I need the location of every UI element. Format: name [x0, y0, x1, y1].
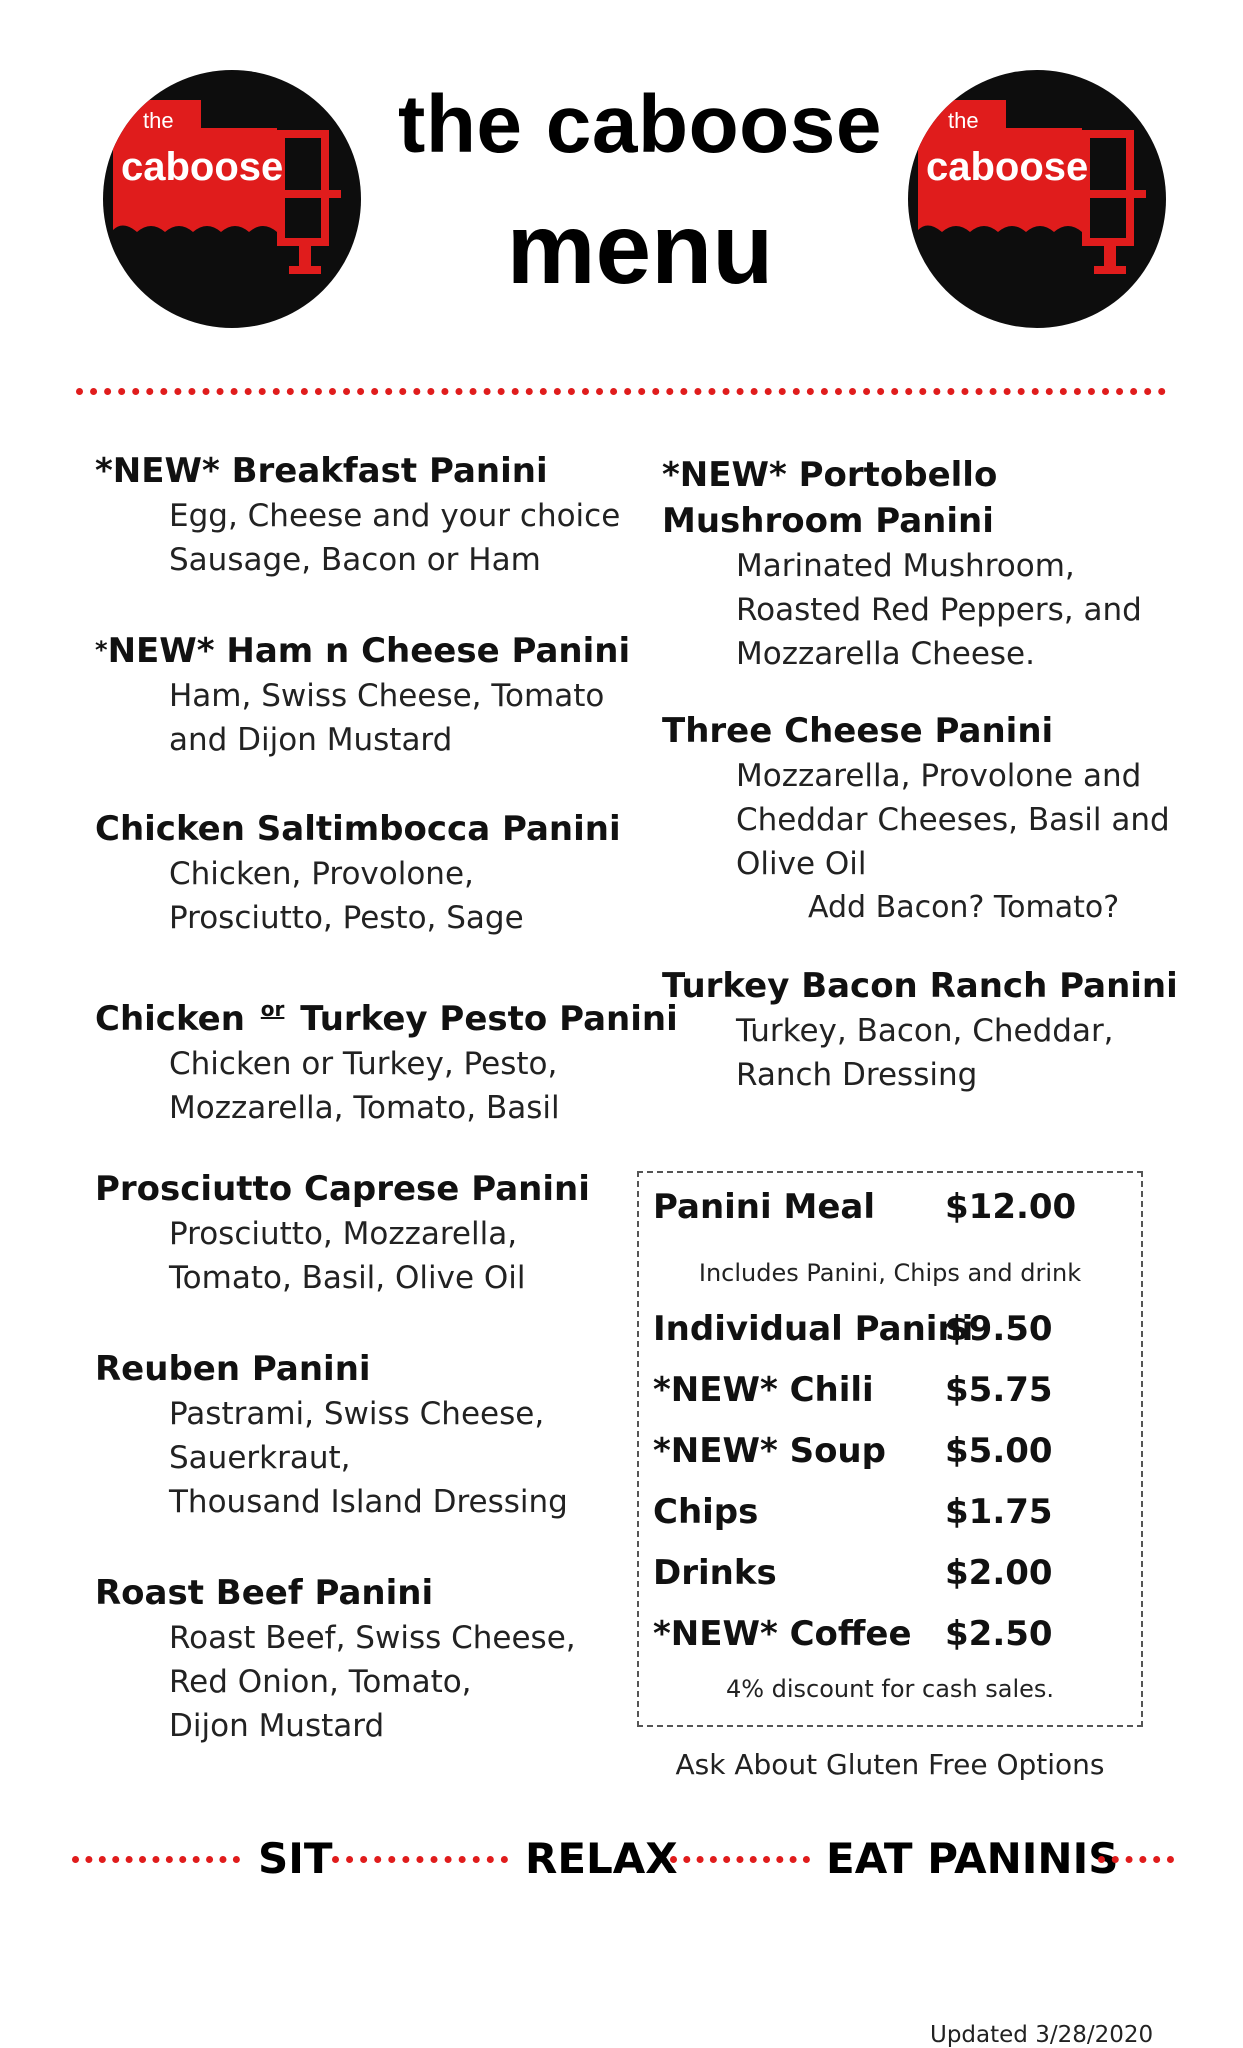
menu-item-name: Prosciutto Caprese Panini [95, 1169, 590, 1209]
menu-item [95, 627, 630, 762]
description-line: Prosciutto, Mozzarella, [169, 1216, 518, 1252]
menu-item-addon: Add Bacon? Tomato? [808, 890, 1120, 925]
name-text: Turkey Pesto Panini [300, 999, 678, 1039]
description-line: Mozzarella Cheese. [736, 636, 1035, 672]
logo-text-small: the [143, 108, 174, 133]
price-item-value: $9.50 [945, 1309, 1053, 1349]
page-subtitle: menu [506, 193, 774, 305]
menu-item-description [95, 674, 630, 762]
menu-item-name [95, 627, 630, 674]
menu-item-description [95, 1392, 568, 1524]
menu-item-description [662, 1009, 1178, 1097]
description-line: Ham, Swiss Cheese, Tomato [169, 678, 605, 714]
description-line: Roasted Red Peppers, and [736, 592, 1142, 628]
description-line: Egg, Cheese and your choice [169, 498, 621, 534]
footer-divider [670, 1856, 810, 1863]
logo-text-small: the [948, 108, 979, 133]
logo-text-large: caboose [121, 145, 284, 189]
footer-word-relax: RELAX [525, 1834, 678, 1883]
menu-item-description [95, 852, 621, 940]
menu-item [662, 452, 1142, 676]
logo-text-large: caboose [926, 145, 1089, 189]
description-line: Tomato, Basil, Olive Oil [169, 1260, 526, 1296]
meal-note: Includes Panini, Chips and drink [698, 1259, 1082, 1287]
description-line: Mozzarella, Tomato, Basil [169, 1090, 560, 1126]
menu-item [662, 708, 1170, 930]
menu-item-name: Roast Beef Panini [95, 1573, 434, 1613]
description-line: Chicken or Turkey, Pesto, [169, 1046, 558, 1082]
footer-divider [1098, 1856, 1174, 1863]
menu-item [662, 963, 1178, 1097]
menu-item-name: Turkey Bacon Ranch Panini [662, 966, 1178, 1006]
footer-divider [72, 1856, 240, 1863]
name-line: *NEW* Portobello [662, 455, 998, 495]
price-list-box [637, 1171, 1143, 1727]
price-item-value: $2.50 [945, 1614, 1053, 1654]
description-line: Pastrami, Swiss Cheese, [169, 1396, 545, 1432]
price-item-name: Individual Panini [653, 1309, 974, 1349]
menu-item-description [662, 754, 1170, 886]
menu-item [95, 986, 678, 1130]
menu-item-description [662, 544, 1142, 676]
discount-note: 4% discount for cash sales. [725, 1675, 1055, 1703]
description-line: Sausage, Bacon or Ham [169, 542, 541, 578]
name-star: * [95, 636, 108, 664]
gluten-free-note: Ask About Gluten Free Options [675, 1748, 1105, 1781]
menu-item-name: Three Cheese Panini [662, 711, 1054, 751]
price-item-name: *NEW* Soup [653, 1431, 886, 1471]
price-item-value: $5.75 [945, 1370, 1053, 1410]
price-row [653, 1431, 1053, 1471]
menu-item-name: Chicken Saltimbocca Panini [95, 809, 621, 849]
description-line: Chicken, Provolone, [169, 856, 474, 892]
footer-divider [332, 1856, 508, 1863]
name-text: NEW* Ham n Cheese Panini [107, 631, 631, 671]
price-item-value: $1.75 [945, 1492, 1053, 1532]
price-item-value: $2.00 [945, 1553, 1053, 1593]
description-line: Marinated Mushroom, [736, 548, 1075, 584]
description-line: and Dijon Mustard [169, 722, 453, 758]
top-divider [76, 388, 1166, 395]
price-row [653, 1553, 1053, 1593]
description-line: Turkey, Bacon, Cheddar, [736, 1013, 1114, 1049]
footer-word-eat-paninis: EAT PANINIS [826, 1834, 1119, 1883]
menu-item-name: Reuben Panini [95, 1349, 371, 1389]
menu-item-name [662, 452, 1142, 544]
description-line: Prosciutto, Pesto, Sage [169, 900, 524, 936]
menu-item [95, 1570, 576, 1748]
page-title: the caboose [398, 79, 882, 170]
name-or: or [260, 997, 285, 1021]
price-item-name: *NEW* Chili [653, 1370, 874, 1410]
price-item-value: $5.00 [945, 1431, 1053, 1471]
description-line: Sauerkraut, [169, 1440, 351, 1476]
price-item-value: $12.00 [945, 1187, 1077, 1227]
updated-date: Updated 3/28/2020 [930, 2022, 1154, 2048]
price-row [653, 1309, 1053, 1349]
menu-item [95, 806, 621, 940]
price-item-name: Drinks [653, 1553, 777, 1593]
menu-item-name [95, 986, 678, 1042]
menu-item [95, 1346, 568, 1524]
price-item-name: *NEW* Coffee [653, 1614, 912, 1654]
description-line: Thousand Island Dressing [169, 1484, 568, 1520]
description-line: Ranch Dressing [736, 1057, 978, 1093]
description-line: Olive Oil [736, 846, 867, 882]
name-line: Mushroom Panini [662, 501, 994, 541]
price-row [653, 1370, 1053, 1410]
name-text: Chicken [95, 999, 245, 1039]
description-line: Cheddar Cheeses, Basil and [736, 802, 1170, 838]
description-line: Roast Beef, Swiss Cheese, [169, 1620, 576, 1656]
price-row [653, 1187, 1076, 1227]
price-row [653, 1614, 1053, 1654]
menu-item [95, 1166, 590, 1300]
price-item-name: Chips [653, 1492, 759, 1532]
price-row [653, 1492, 1053, 1532]
description-line: Red Onion, Tomato, [169, 1664, 472, 1700]
menu-item-name: *NEW* Breakfast Panini [95, 451, 548, 491]
menu-item-description [95, 1616, 576, 1748]
footer-word-sit: SIT [258, 1834, 333, 1883]
description-line: Dijon Mustard [169, 1708, 385, 1744]
menu-item-description [95, 494, 620, 582]
price-item-name: Panini Meal [653, 1187, 875, 1227]
menu-item [95, 448, 620, 582]
description-line: Mozzarella, Provolone and [736, 758, 1142, 794]
menu-item-description [95, 1042, 678, 1130]
menu-item-description [95, 1212, 590, 1300]
